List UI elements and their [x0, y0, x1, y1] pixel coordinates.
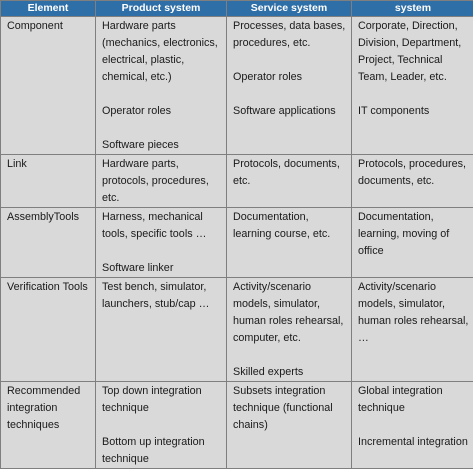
cell-text: Operator roles: [102, 103, 224, 120]
cell-text: Activity/scenario models, simulator, human roles rehearsal, …: [358, 279, 472, 347]
cell-text: Top down integration technique: [102, 383, 224, 417]
system-cell: [352, 382, 473, 469]
cell-text: Protocols, documents, etc.: [233, 156, 349, 190]
cell-text: Documentation, learning course, etc.: [233, 209, 349, 243]
header-product-system: Product system: [96, 1, 227, 17]
cell-text: Protocols, procedures, documents, etc.: [358, 156, 472, 190]
system-cell: [352, 278, 473, 382]
row-element-cell: Recommended integration techniques: [1, 382, 96, 469]
cell-text: Skilled experts: [233, 364, 349, 381]
row-element-cell: Verification Tools: [1, 278, 96, 382]
cell-text: Corporate, Direction, Division, Department, Project, Technical Team, Leader, etc.: [358, 18, 472, 86]
product-cell: [96, 208, 227, 278]
product-cell: [96, 382, 227, 469]
cell-text: Software linker: [102, 260, 224, 277]
cell-text: Software pieces: [102, 137, 224, 154]
row-element-cell: Component: [1, 17, 96, 155]
table-row: [1, 17, 473, 155]
cell-text: Bottom up integration technique: [102, 434, 224, 468]
service-cell: [227, 155, 352, 208]
cell-text: Documentation, learning, moving of office: [358, 209, 472, 260]
product-cell: [96, 278, 227, 382]
cell-text: Harness, mechanical tools, specific tools …: [102, 209, 224, 243]
cell-text: Test bench, simulator, launchers, stub/cap …: [102, 279, 224, 313]
cell-text: Hardware parts (mechanics, electronics, electrical, plastic, chemical, etc.): [102, 18, 224, 86]
row-element-cell: Link: [1, 155, 96, 208]
product-cell: [96, 17, 227, 155]
cell-text: Processes, data bases, procedures, etc.: [233, 18, 349, 52]
table-row: [1, 155, 473, 208]
cell-text: Hardware parts, protocols, procedures, etc.: [102, 156, 224, 207]
cell-text: Activity/scenario models, simulator, human roles rehearsal, computer, etc.: [233, 279, 349, 347]
header-element: Element: [1, 1, 96, 17]
table-row: [1, 208, 473, 278]
cell-text: IT components: [358, 103, 472, 120]
system-cell: [352, 17, 473, 155]
service-cell: [227, 382, 352, 469]
product-cell: [96, 155, 227, 208]
service-cell: [227, 278, 352, 382]
service-cell: [227, 208, 352, 278]
table-row: [1, 278, 473, 382]
table-header-row: [1, 1, 473, 17]
cell-text: Global integration technique: [358, 383, 472, 417]
header-system: system: [352, 1, 473, 17]
system-cell: [352, 155, 473, 208]
cell-text: Software applications: [233, 103, 349, 120]
cell-text: Operator roles: [233, 69, 349, 86]
service-cell: [227, 17, 352, 155]
cell-text: Subsets integration technique (functional chains): [233, 383, 349, 434]
header-service-system: Service system: [227, 1, 352, 17]
table-row: [1, 382, 473, 469]
system-cell: [352, 208, 473, 278]
cell-text: Incremental integration: [358, 434, 472, 451]
row-element-cell: AssemblyTools: [1, 208, 96, 278]
